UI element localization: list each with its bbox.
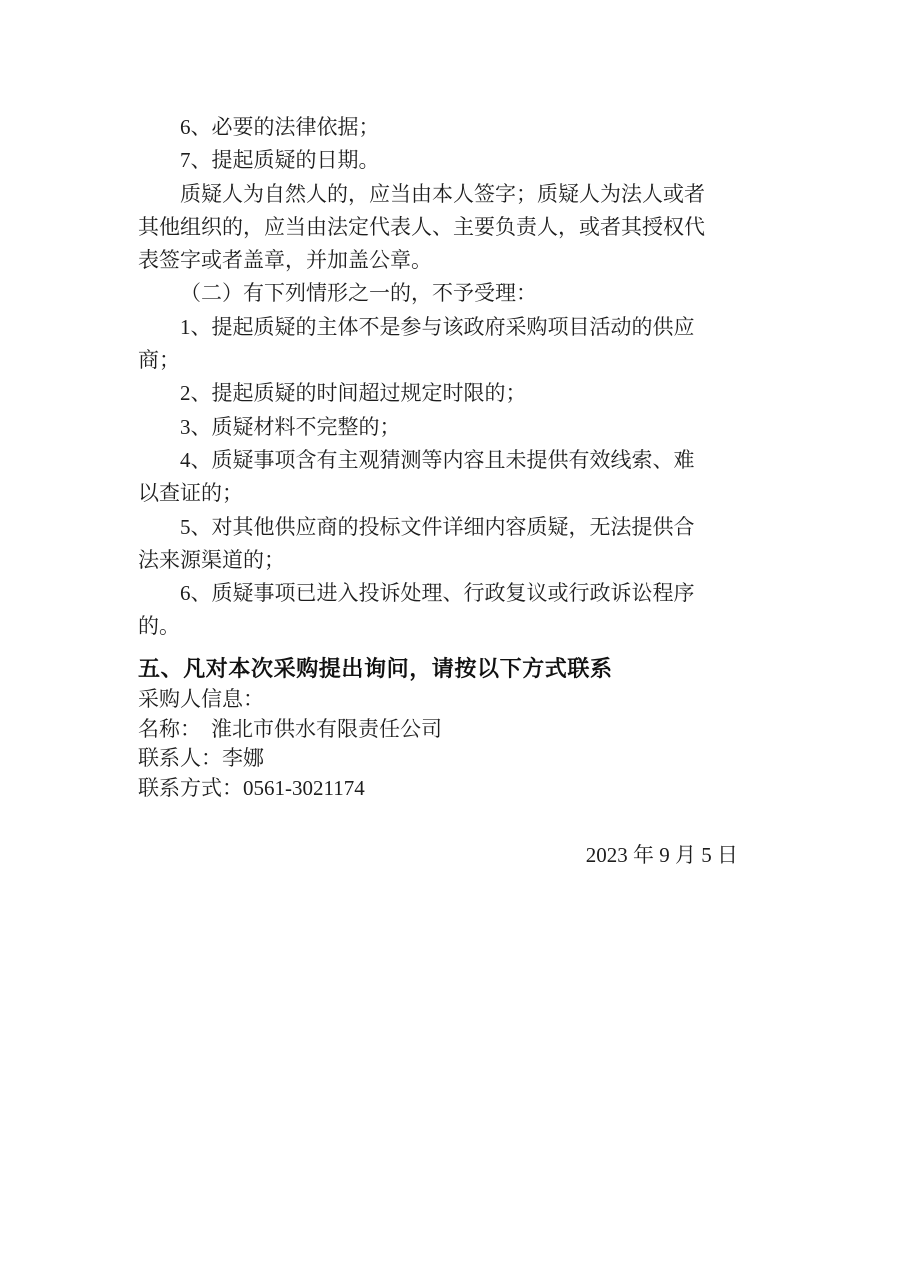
contact-name-row	[138, 715, 766, 745]
rejection-item: 5、对其他供应商的投标文件详细内容质疑，无法提供合法来源渠道的；	[138, 514, 695, 572]
subsection-heading: （二）有下列情形之一的，不予受理：	[180, 281, 537, 306]
rejection-item: 1、提起质疑的主体不是参与该政府采购项目活动的供应商；	[138, 314, 695, 373]
contact-name-label: 名称：	[138, 716, 201, 741]
document-body	[138, 111, 711, 644]
contact-phone-value: 0561-3021174	[243, 775, 365, 800]
contact-person-value: 李娜	[222, 746, 264, 771]
contact-person-label: 联系人：	[138, 746, 222, 771]
section-heading: 五、凡对本次采购提出询问，请按以下方式联系	[138, 655, 613, 681]
signature-requirements-paragraph: 质疑人为自然人的，应当由本人签字；质疑人为法人或者其他组织的，应当由法定代表人、主要负责人，或者其授权代表签字或者盖章，并加盖公章。	[138, 181, 705, 273]
rejection-item: 4、质疑事项含有主观猜测等内容且未提供有效线索、难以查证的；	[138, 447, 695, 506]
rejection-item: 2、提起质疑的时间超过规定时限的；	[180, 381, 527, 406]
contact-person-row	[138, 744, 766, 774]
document-content	[138, 111, 766, 871]
numbered-item: 7、提起质疑的日期。	[180, 148, 380, 173]
rejection-item: 3、质疑材料不完整的；	[180, 414, 401, 439]
document-date: 2023 年 9 月 5 日	[585, 843, 738, 868]
contact-intro: 采购人信息：	[138, 687, 264, 712]
contact-name-value: 淮北市供水有限责任公司	[211, 716, 442, 741]
rejection-item: 6、质疑事项已进入投诉处理、行政复议或行政诉讼程序的。	[138, 581, 695, 639]
contact-info-block	[138, 685, 766, 803]
contact-phone-row	[138, 774, 766, 804]
contact-phone-label: 联系方式：	[138, 775, 243, 800]
numbered-item: 6、必要的法律依据；	[180, 115, 380, 139]
